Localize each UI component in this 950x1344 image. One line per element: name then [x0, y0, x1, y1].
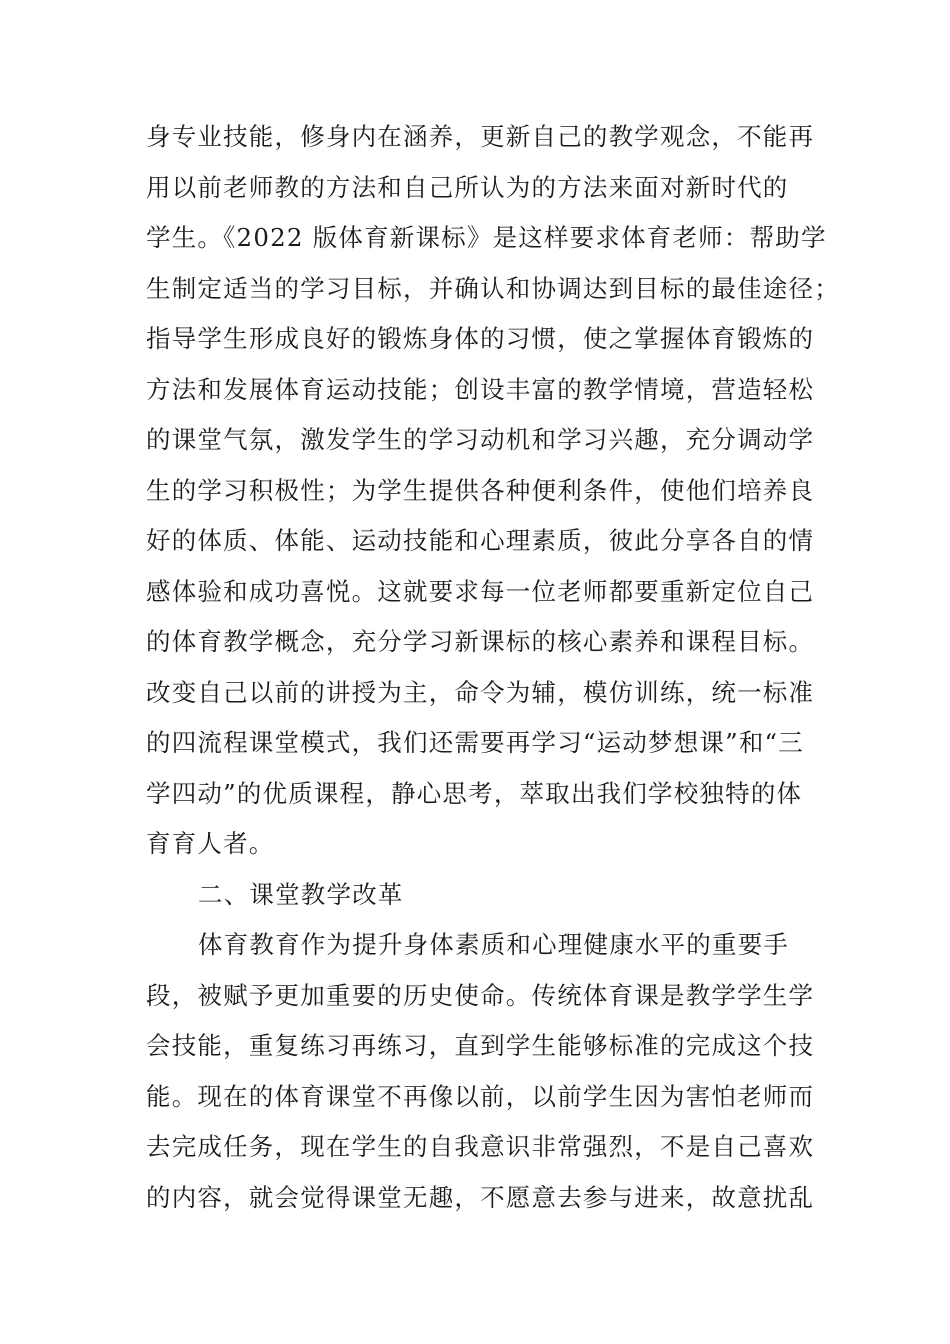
text-line: 去完成任务，现在学生的自我意识非常强烈，不是自己喜欢	[146, 1132, 815, 1161]
text-line: 学四动”的优质课程，静心思考，萃取出我们学校独特的体	[146, 778, 803, 808]
text-line: 感体验和成功喜悦。这就要求每一位老师都要重新定位自己	[146, 576, 815, 606]
text-line: 用以前老师教的方法和自己所认为的方法来面对新时代的	[146, 172, 789, 202]
text-line: 能。现在的体育课堂不再像以前，以前学生因为害怕老师而	[146, 1081, 815, 1111]
text-line: 会技能，重复练习再练习，直到学生能够标准的完成这个技	[146, 1031, 815, 1060]
text-line: 好的体质、体能、运动技能和心理素质，彼此分享各自的情	[146, 526, 815, 555]
text-line: 学生。《2022 版体育新课标》是这样要求体育老师：帮助学	[146, 223, 827, 252]
text-line: 的四流程课堂模式，我们还需要再学习“运动梦想课”和“三	[146, 728, 804, 757]
text-line: 段，被赋予更加重要的历史使命。传统体育课是教学学生学	[146, 980, 815, 1010]
text-line: 指导学生形成良好的锻炼身体的习惯，使之掌握体育锻炼的	[146, 324, 815, 353]
document-body	[146, 112, 840, 1223]
text-line: 生制定适当的学习目标，并确认和协调达到目标的最佳途径；	[146, 273, 840, 303]
text-line: 生的学习积极性；为学生提供各种便利条件，使他们培养良	[146, 475, 815, 505]
text-line: 的课堂气氛，激发学生的学习动机和学习兴趣，充分调动学	[146, 425, 815, 454]
text-line: 育育人者。	[146, 829, 275, 858]
section-heading: 二、课堂教学改革	[198, 879, 404, 909]
text-line: 体育教育作为提升身体素质和心理健康水平的重要手	[198, 930, 790, 959]
text-line: 的体育教学概念，充分学习新课标的核心素养和课程目标。	[146, 627, 815, 656]
text-line: 身专业技能，修身内在涵养，更新自己的教学观念，不能再	[146, 122, 815, 151]
text-line: 改变自己以前的讲授为主，命令为辅，模仿训练，统一标准	[146, 677, 815, 707]
text-line: 的内容，就会觉得课堂无趣，不愿意去参与进来，故意扰乱	[146, 1182, 815, 1212]
text-line: 方法和发展体育运动技能；创设丰富的教学情境，营造轻松	[146, 374, 815, 404]
